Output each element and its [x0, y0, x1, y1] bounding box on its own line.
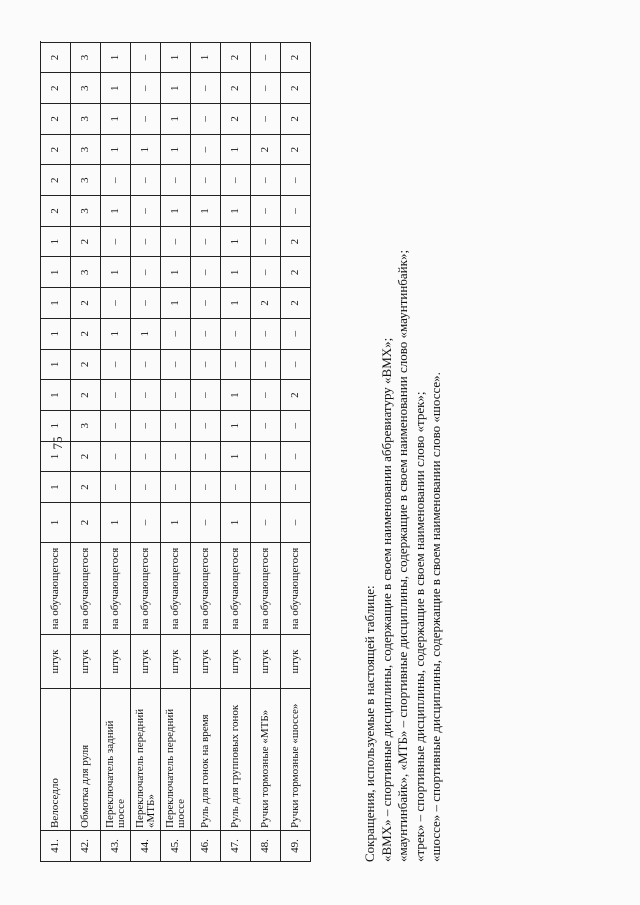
value-cell: – [131, 471, 161, 502]
value-cell: – [131, 349, 161, 380]
value-cell: 1 [101, 502, 131, 542]
value-cell: – [161, 379, 191, 410]
value-cell: 3 [71, 164, 101, 195]
value-cell: 2 [281, 379, 311, 410]
item-name: Переключатель передний шоссе [161, 688, 191, 830]
value-cell: – [161, 410, 191, 441]
value-cell: – [281, 410, 311, 441]
item-name: Руль для гонок на время [191, 688, 221, 830]
value-cell: 1 [41, 471, 71, 502]
value-cell: 1 [131, 134, 161, 165]
value-cell: – [131, 257, 161, 288]
unit-cell: штук [281, 634, 311, 688]
value-cell: – [281, 502, 311, 542]
value-cell: – [191, 226, 221, 257]
unit-cell: штук [131, 634, 161, 688]
value-cell: 1 [191, 42, 221, 73]
value-cell: – [251, 257, 281, 288]
value-cell: – [131, 164, 161, 195]
value-cell: 3 [71, 103, 101, 134]
value-cell: 3 [71, 72, 101, 103]
value-cell: 2 [281, 72, 311, 103]
value-cell: – [191, 103, 221, 134]
value-cell: 1 [41, 287, 71, 318]
value-cell: 2 [221, 72, 251, 103]
value-cell: – [191, 164, 221, 195]
value-cell: – [131, 42, 161, 73]
value-cell: – [251, 379, 281, 410]
value-cell: 2 [41, 134, 71, 165]
row-number: 45. [161, 830, 191, 861]
value-cell: – [161, 226, 191, 257]
value-cell: – [191, 287, 221, 318]
value-cell: 1 [161, 134, 191, 165]
value-cell: 1 [221, 287, 251, 318]
value-cell: 1 [161, 72, 191, 103]
value-cell: 1 [221, 379, 251, 410]
basis-cell: на обучающегося [101, 542, 131, 634]
value-cell: 1 [101, 42, 131, 73]
value-cell: 2 [71, 379, 101, 410]
value-cell: – [281, 164, 311, 195]
value-cell: – [191, 257, 221, 288]
value-cell: 2 [281, 257, 311, 288]
note-line: «трек» – спортивные дисциплины, содержащие в своем наименовании слово «трек»; [411, 391, 427, 862]
value-cell: 3 [71, 410, 101, 441]
item-name: Ручки тормозные «шоссе» [281, 688, 311, 830]
note-line: «BMX» – спортивные дисциплины, содержащие в своем наименовании аббревиатуру «BMX»; [378, 337, 394, 862]
value-cell: – [281, 349, 311, 380]
value-cell: – [101, 164, 131, 195]
value-cell: 1 [41, 226, 71, 257]
value-cell: 2 [281, 226, 311, 257]
value-cell: 2 [281, 103, 311, 134]
value-cell: – [251, 349, 281, 380]
value-cell: 1 [161, 257, 191, 288]
value-cell: – [101, 471, 131, 502]
value-cell: – [131, 379, 161, 410]
value-cell: 3 [71, 195, 101, 226]
value-cell: 1 [161, 287, 191, 318]
value-cell: – [191, 349, 221, 380]
unit-cell: штук [251, 634, 281, 688]
value-cell: – [191, 502, 221, 542]
value-cell: – [131, 410, 161, 441]
value-cell: 2 [41, 195, 71, 226]
value-cell: 1 [221, 257, 251, 288]
value-cell: 1 [221, 410, 251, 441]
equipment-table [40, 41, 311, 862]
value-cell: 1 [161, 42, 191, 73]
value-cell: – [191, 471, 221, 502]
item-name: Ручки тормозные «МТБ» [251, 688, 281, 830]
value-cell: – [191, 379, 221, 410]
value-cell: 2 [41, 164, 71, 195]
value-cell: – [251, 441, 281, 472]
value-cell: – [251, 410, 281, 441]
value-cell: – [281, 471, 311, 502]
value-cell: – [131, 287, 161, 318]
value-cell: 1 [101, 103, 131, 134]
value-cell: 1 [161, 502, 191, 542]
item-name: Переключатель задний шоссе [101, 688, 131, 830]
value-cell: 1 [101, 257, 131, 288]
value-cell: 1 [101, 72, 131, 103]
value-cell: – [191, 441, 221, 472]
value-cell: 1 [221, 441, 251, 472]
value-cell: 2 [251, 134, 281, 165]
value-cell: 2 [41, 103, 71, 134]
value-cell: – [161, 471, 191, 502]
value-cell: – [191, 318, 221, 349]
value-cell: – [161, 318, 191, 349]
basis-cell: на обучающегося [71, 542, 101, 634]
value-cell: 2 [251, 287, 281, 318]
row-number: 46. [191, 830, 221, 861]
value-cell: 1 [221, 502, 251, 542]
value-cell: 1 [41, 257, 71, 288]
note-line: «маунтинбайк», «МТБ» – спортивные дисциплины, содержащие в своем наименовании слово «маунтинбайк»; [395, 249, 410, 862]
value-cell: – [101, 287, 131, 318]
value-cell: 2 [281, 134, 311, 165]
value-cell: – [251, 103, 281, 134]
value-cell: 1 [41, 318, 71, 349]
row-number: 41. [41, 830, 71, 861]
item-name: Велоседло [41, 688, 71, 830]
value-cell: 1 [41, 379, 71, 410]
value-cell: – [251, 471, 281, 502]
value-cell: – [251, 72, 281, 103]
unit-cell: штук [161, 634, 191, 688]
value-cell: – [251, 226, 281, 257]
value-cell: – [101, 441, 131, 472]
unit-cell: штук [191, 634, 221, 688]
value-cell: – [251, 42, 281, 73]
basis-cell: на обучающегося [131, 542, 161, 634]
value-cell: – [131, 195, 161, 226]
value-cell: 2 [221, 42, 251, 73]
value-cell: 2 [281, 42, 311, 73]
value-cell: – [191, 410, 221, 441]
value-cell: – [161, 441, 191, 472]
value-cell: – [221, 349, 251, 380]
value-cell: – [131, 103, 161, 134]
value-cell: – [281, 318, 311, 349]
value-cell: 1 [131, 318, 161, 349]
value-cell: 2 [71, 287, 101, 318]
value-cell: – [251, 502, 281, 542]
row-number: 44. [131, 830, 161, 861]
value-cell: 2 [281, 287, 311, 318]
value-cell: – [281, 195, 311, 226]
value-cell: 2 [71, 471, 101, 502]
row-number: 42. [71, 830, 101, 861]
value-cell: 1 [41, 349, 71, 380]
value-cell: 2 [71, 502, 101, 542]
row-number: 48. [251, 830, 281, 861]
basis-cell: на обучающегося [191, 542, 221, 634]
basis-cell: на обучающегося [281, 542, 311, 634]
value-cell: – [191, 134, 221, 165]
value-cell: – [101, 379, 131, 410]
value-cell: – [161, 349, 191, 380]
value-cell: 1 [41, 502, 71, 542]
page-number: 75 [50, 436, 65, 450]
value-cell: 1 [101, 134, 131, 165]
value-cell: 3 [71, 134, 101, 165]
value-cell: 2 [71, 318, 101, 349]
value-cell: – [251, 318, 281, 349]
value-cell: – [221, 318, 251, 349]
value-cell: – [161, 164, 191, 195]
value-cell: 1 [221, 195, 251, 226]
value-cell: – [131, 226, 161, 257]
value-cell: 1 [101, 318, 131, 349]
value-cell: – [221, 471, 251, 502]
note-line: Сокращения, используемые в настоящей таблице: [362, 585, 377, 862]
note-line: «шоссе» – спортивные дисциплины, содержащие в своем наименовании слово «шоссе». [428, 372, 443, 862]
rotated-content [40, 42, 600, 862]
value-cell: – [131, 502, 161, 542]
unit-cell: штук [71, 634, 101, 688]
row-number: 43. [101, 830, 131, 861]
value-cell: 3 [71, 42, 101, 73]
value-cell: – [251, 164, 281, 195]
value-cell: 1 [101, 195, 131, 226]
value-cell: 1 [161, 103, 191, 134]
item-name: Руль для групповых гонок [221, 688, 251, 830]
value-cell: – [251, 195, 281, 226]
abbreviations-notes [362, 42, 445, 862]
value-cell: – [131, 72, 161, 103]
value-cell: – [101, 410, 131, 441]
value-cell: 2 [41, 72, 71, 103]
item-name: Обмотка для руля [71, 688, 101, 830]
value-cell: 2 [71, 441, 101, 472]
basis-cell: на обучающегося [161, 542, 191, 634]
value-cell: 1 [41, 410, 71, 441]
value-cell: 2 [71, 226, 101, 257]
value-cell: 1 [161, 195, 191, 226]
value-cell: – [191, 72, 221, 103]
row-number: 47. [221, 830, 251, 861]
value-cell: – [101, 349, 131, 380]
basis-cell: на обучающегося [251, 542, 281, 634]
value-cell: – [131, 441, 161, 472]
value-cell: – [221, 164, 251, 195]
value-cell: 1 [191, 195, 221, 226]
item-name: Переключатель передний «МТБ» [131, 688, 161, 830]
row-number: 49. [281, 830, 311, 861]
value-cell: 3 [71, 257, 101, 288]
value-cell: – [281, 441, 311, 472]
value-cell: 1 [221, 226, 251, 257]
value-cell: 2 [71, 349, 101, 380]
value-cell: 1 [221, 134, 251, 165]
basis-cell: на обучающегося [41, 542, 71, 634]
value-cell: – [101, 226, 131, 257]
value-cell: 2 [221, 103, 251, 134]
unit-cell: штук [41, 634, 71, 688]
unit-cell: штук [101, 634, 131, 688]
unit-cell: штук [221, 634, 251, 688]
basis-cell: на обучающегося [221, 542, 251, 634]
value-cell: 2 [41, 42, 71, 73]
value-cell: 1 [41, 441, 71, 472]
